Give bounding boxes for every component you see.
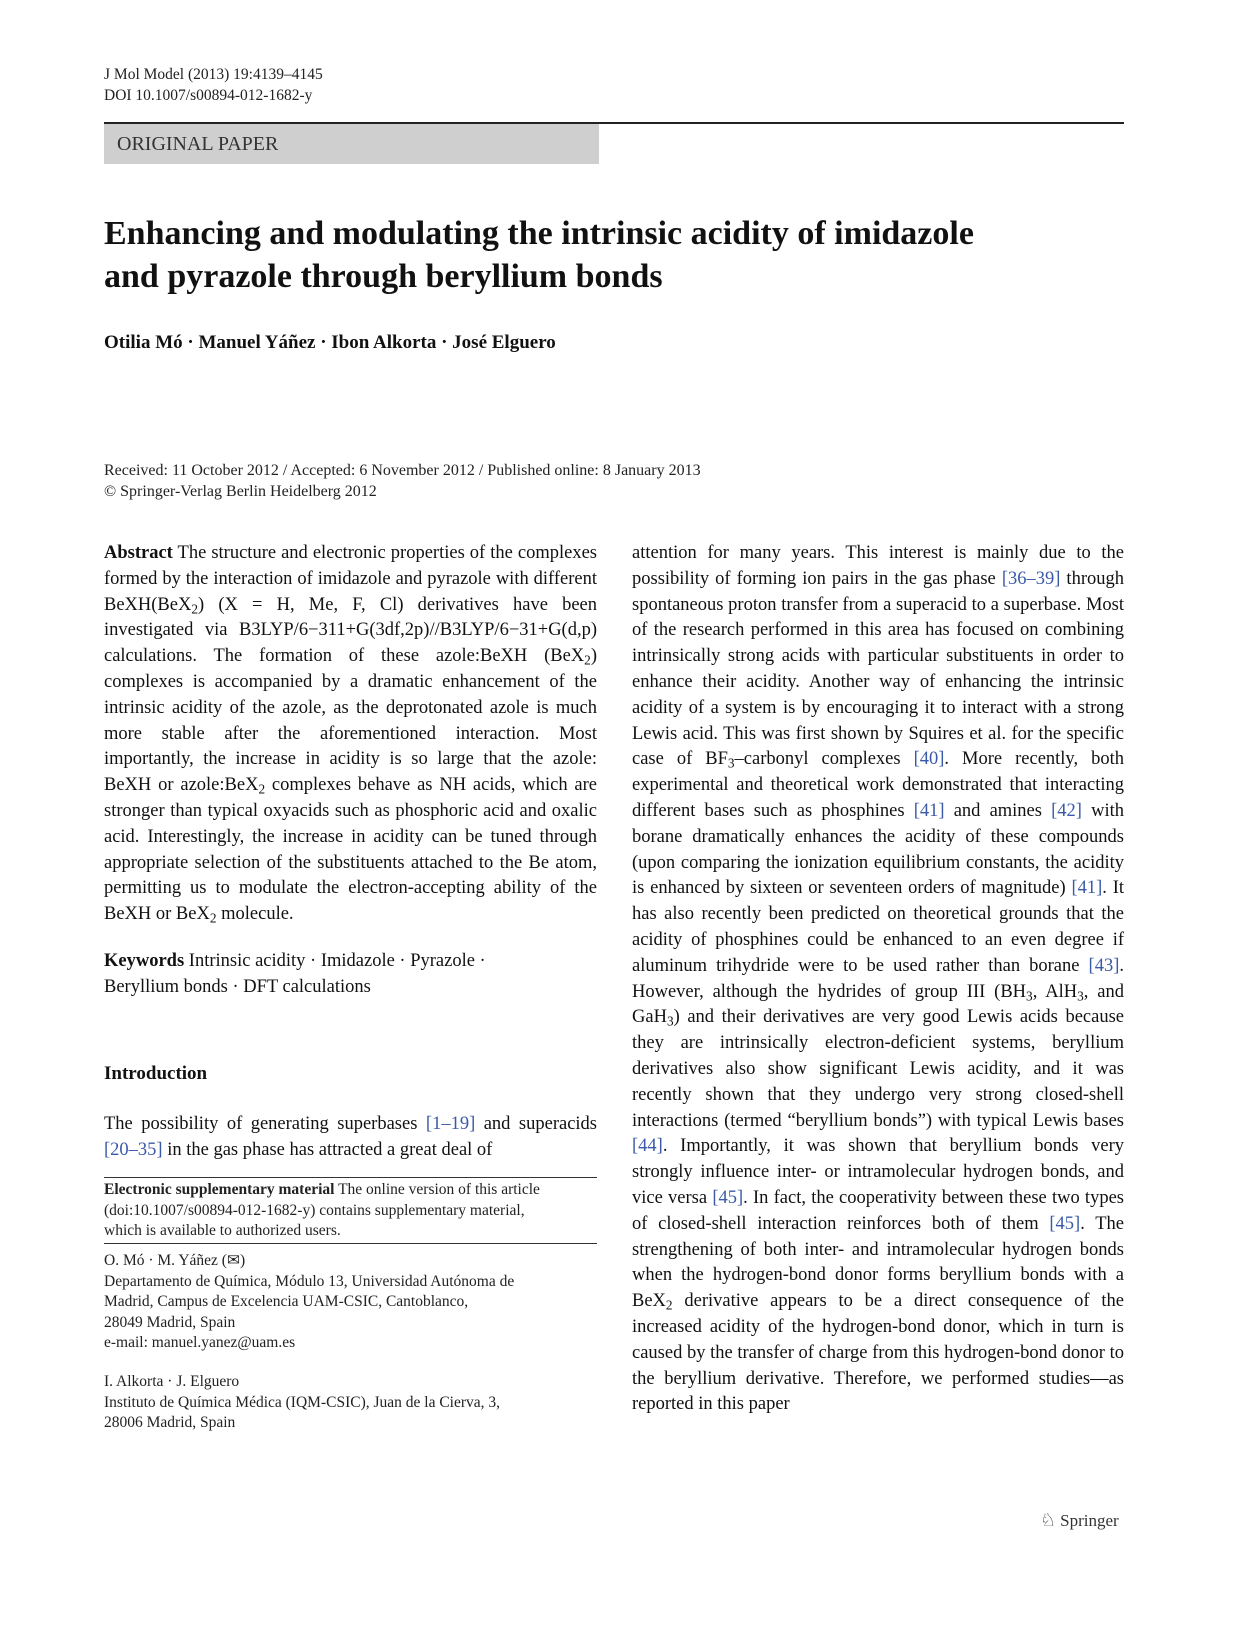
section-heading-introduction: Introduction — [104, 1062, 208, 1084]
esm-text: The online version of this article — [338, 1181, 540, 1198]
citation-link[interactable]: [44] — [632, 1136, 663, 1157]
citation-link[interactable]: [1–19] — [425, 1114, 476, 1135]
esm-footnote — [104, 1180, 597, 1242]
copyright-line: © Springer-Verlag Berlin Heidelberg 2012 — [104, 483, 377, 500]
subscript: 3 — [1077, 988, 1084, 1004]
introduction-paragraph — [104, 1112, 597, 1164]
publisher-logo — [1040, 1510, 1119, 1531]
abstract-text: ) (X = H, Me, F, Cl) derivatives have been investigated via B3LYP/6−311+G(3df,2p)//B3LYP/6−31+G(d,p) calculations. The formation of these azole:BeXH (BeX — [104, 594, 597, 667]
journal-header — [104, 64, 323, 106]
abstract-text: ) complexes is accompanied by a dramatic enhancement of the intrinsic acidity of the azole, as the deprotonated azole is much more stable after the aforementioned interaction. Most importantly, the increase in acidity is so large that the azole: BeXH or azole:BeX — [104, 646, 597, 796]
history-dates: Received: 11 October 2012 / Accepted: 6 November 2012 / Published online: 8 January 2013 — [104, 462, 701, 479]
subscript: 2 — [258, 781, 266, 797]
subscript: 2 — [209, 910, 217, 926]
affiliation-2-line-2: 28006 Madrid, Spain — [104, 1414, 236, 1431]
citation-link[interactable]: [45] — [1049, 1213, 1081, 1234]
citation-link[interactable]: [20–35] — [104, 1140, 163, 1161]
body-text: . Importantly, it was shown that beryllium bonds very strongly influence inter- or intramolecular hydrogen bonds, and vice versa — [632, 1136, 1124, 1208]
title-line-2: and pyrazole through beryllium bonds — [104, 258, 663, 295]
body-text: through spontaneous proton transfer from a superacid to a superbase. Most of the research performed in this area has focused on combining intrinsically strong acids with particular substituents in order to enhance their acidity. Another way of enhancing the intrinsic acidity of a system is by encouraging it to interact with a strong Lewis acid. This was first shown by Squires et al. for the specific case of BF — [632, 568, 1124, 770]
body-text: . In fact, the cooperativity between these two types of closed-shell interaction reinforces both of them — [632, 1187, 1124, 1234]
journal-doi: DOI 10.1007/s00894-012-1682-y — [104, 87, 313, 104]
body-text: . It has also recently been predicted on theoretical grounds that the acidity of phosphines could be enhanced to an even degree if aluminum trihydride were to be used rather than borane — [632, 878, 1124, 976]
footnote-rule — [104, 1177, 597, 1178]
subscript: 3 — [1026, 988, 1033, 1004]
affiliation-2 — [104, 1372, 597, 1434]
citation-link[interactable]: [45] — [712, 1187, 744, 1208]
subscript: 2 — [191, 601, 198, 617]
body-text: . However, although the hydrides of group III (BH — [632, 955, 1124, 1002]
citation-link[interactable]: [41] — [1071, 878, 1103, 899]
subscript: 2 — [584, 652, 591, 668]
body-text: . More recently, both experimental and theoretical work demonstrated that interacting different bases such as phosphines — [632, 749, 1124, 821]
subscript: 2 — [665, 1297, 673, 1313]
affiliation-1-line-1: Departamento de Química, Módulo 13, Universidad Autónoma de — [104, 1272, 515, 1290]
affiliation-2-line-1: Instituto de Química Médica (IQM-CSIC), Juan de la Cierva, 3, — [104, 1393, 501, 1411]
author-list: Otilia Mó · Manuel Yáñez · Ibon Alkorta · José Elguero — [104, 332, 556, 353]
body-text: ) and their derivatives are very good Lewis acids because they are intrinsically electron-deficient systems, beryllium derivatives also show significant Lewis acidity, and it was recently shown that they undergo very strong closed-shell interactions (termed “beryllium bonds”) with typical Lewis bases — [632, 1007, 1124, 1131]
body-text: . The strengthening of both inter- and intramolecular hydrogen bonds when the hydrogen-bond donor forms beryllium bonds with a BeX — [632, 1213, 1125, 1312]
esm-line-1 — [104, 1180, 597, 1201]
esm-line-2: (doi:10.1007/s00894-012-1682-y) contains supplementary material, — [104, 1201, 525, 1219]
body-text: attention for many years. This interest is mainly due to the possibility of forming ion pairs in the gas phase — [632, 543, 1124, 589]
affiliation-2-names: I. Alkorta · J. Elguero — [104, 1373, 240, 1390]
affiliation-1-line-2: Madrid, Campus de Excelencia UAM-CSIC, Cantoblanco, — [104, 1293, 469, 1310]
left-column — [104, 541, 597, 1164]
esm-label: Electronic supplementary material — [104, 1181, 335, 1198]
intro-text: and superacids — [475, 1114, 597, 1135]
affiliation-1 — [104, 1251, 597, 1354]
abstract-text: molecule. — [216, 904, 294, 925]
body-text: with borane dramatically enhances the acidity of these compounds (upon comparing the ionization equilibrium constants, the acidity is enhanced by sixteen or seventeen orders of magnitude) — [632, 800, 1124, 899]
abstract-text: The structure and electronic properties of the complexes formed by the interaction of imidazole and pyrazole with different BeXH(BeX — [104, 543, 597, 615]
affiliation-rule — [104, 1243, 597, 1244]
right-column — [632, 541, 1124, 1418]
keywords-label: Keywords — [104, 950, 185, 971]
abstract-text: complexes behave as NH acids, which are stronger than typical oxyacids such as phosphoric acid and oxalic acid. Interestingly, the increase in acidity can be tuned through appropriate selection of the substituents attached to the Be atom, permitting us to modulate the electron-accepting ability of the BeXH or BeX — [104, 775, 597, 925]
citation-link[interactable]: [36–39] — [1001, 568, 1061, 589]
publisher-name: Springer — [1060, 1511, 1119, 1530]
affiliation-1-names: O. Mó · M. Yáñez (✉) — [104, 1252, 246, 1269]
introduction-continued-paragraph — [632, 541, 1124, 1418]
keywords-paragraph — [104, 949, 597, 1001]
citation-link[interactable]: [42] — [1051, 800, 1082, 821]
citation-link[interactable]: [43] — [1088, 955, 1120, 976]
citation-link[interactable]: [40] — [913, 749, 945, 770]
title-line-1: Enhancing and modulating the intrinsic acidity of imidazole — [104, 215, 974, 252]
article-title — [104, 212, 1104, 298]
abstract-label: Abstract — [104, 543, 173, 563]
corresponding-email[interactable]: e-mail: manuel.yanez@uam.es — [104, 1334, 296, 1351]
keywords-text: Intrinsic acidity · Imidazole · Pyrazole · — [188, 950, 486, 971]
body-text: –carbonyl complexes — [734, 749, 914, 770]
citation-link[interactable]: [41] — [913, 800, 945, 821]
journal-citation: J Mol Model (2013) 19:4139–4145 — [104, 66, 323, 83]
subscript: 3 — [727, 756, 735, 772]
article-type-banner: ORIGINAL PAPER — [104, 124, 599, 164]
body-text: , AlH — [1032, 981, 1078, 1002]
springer-horse-icon: ♘ — [1040, 1510, 1057, 1530]
keywords-line-2: Beryllium bonds · DFT calculations — [104, 976, 371, 997]
body-text: derivative appears to be a direct consequence of the increased acidity of the hydrogen-bond donor, which in turn is caused by the transfer of charge from this hydrogen-bond donor to the beryllium derivative. Therefore, we performed studies—as reported in this paper — [632, 1291, 1124, 1415]
abstract-paragraph — [104, 541, 597, 928]
intro-text: in the gas phase has attracted a great deal of — [162, 1140, 493, 1161]
publication-dates — [104, 460, 701, 502]
keywords-line-1 — [104, 951, 486, 971]
affiliation-1-line-3: 28049 Madrid, Spain — [104, 1313, 236, 1331]
intro-text: The possibility of generating superbases — [104, 1114, 426, 1135]
subscript: 3 — [666, 1014, 674, 1030]
body-text: , and GaH — [632, 981, 1124, 1028]
esm-line-3: which is available to authorized users. — [104, 1222, 341, 1239]
body-text: and amines — [944, 800, 1052, 821]
